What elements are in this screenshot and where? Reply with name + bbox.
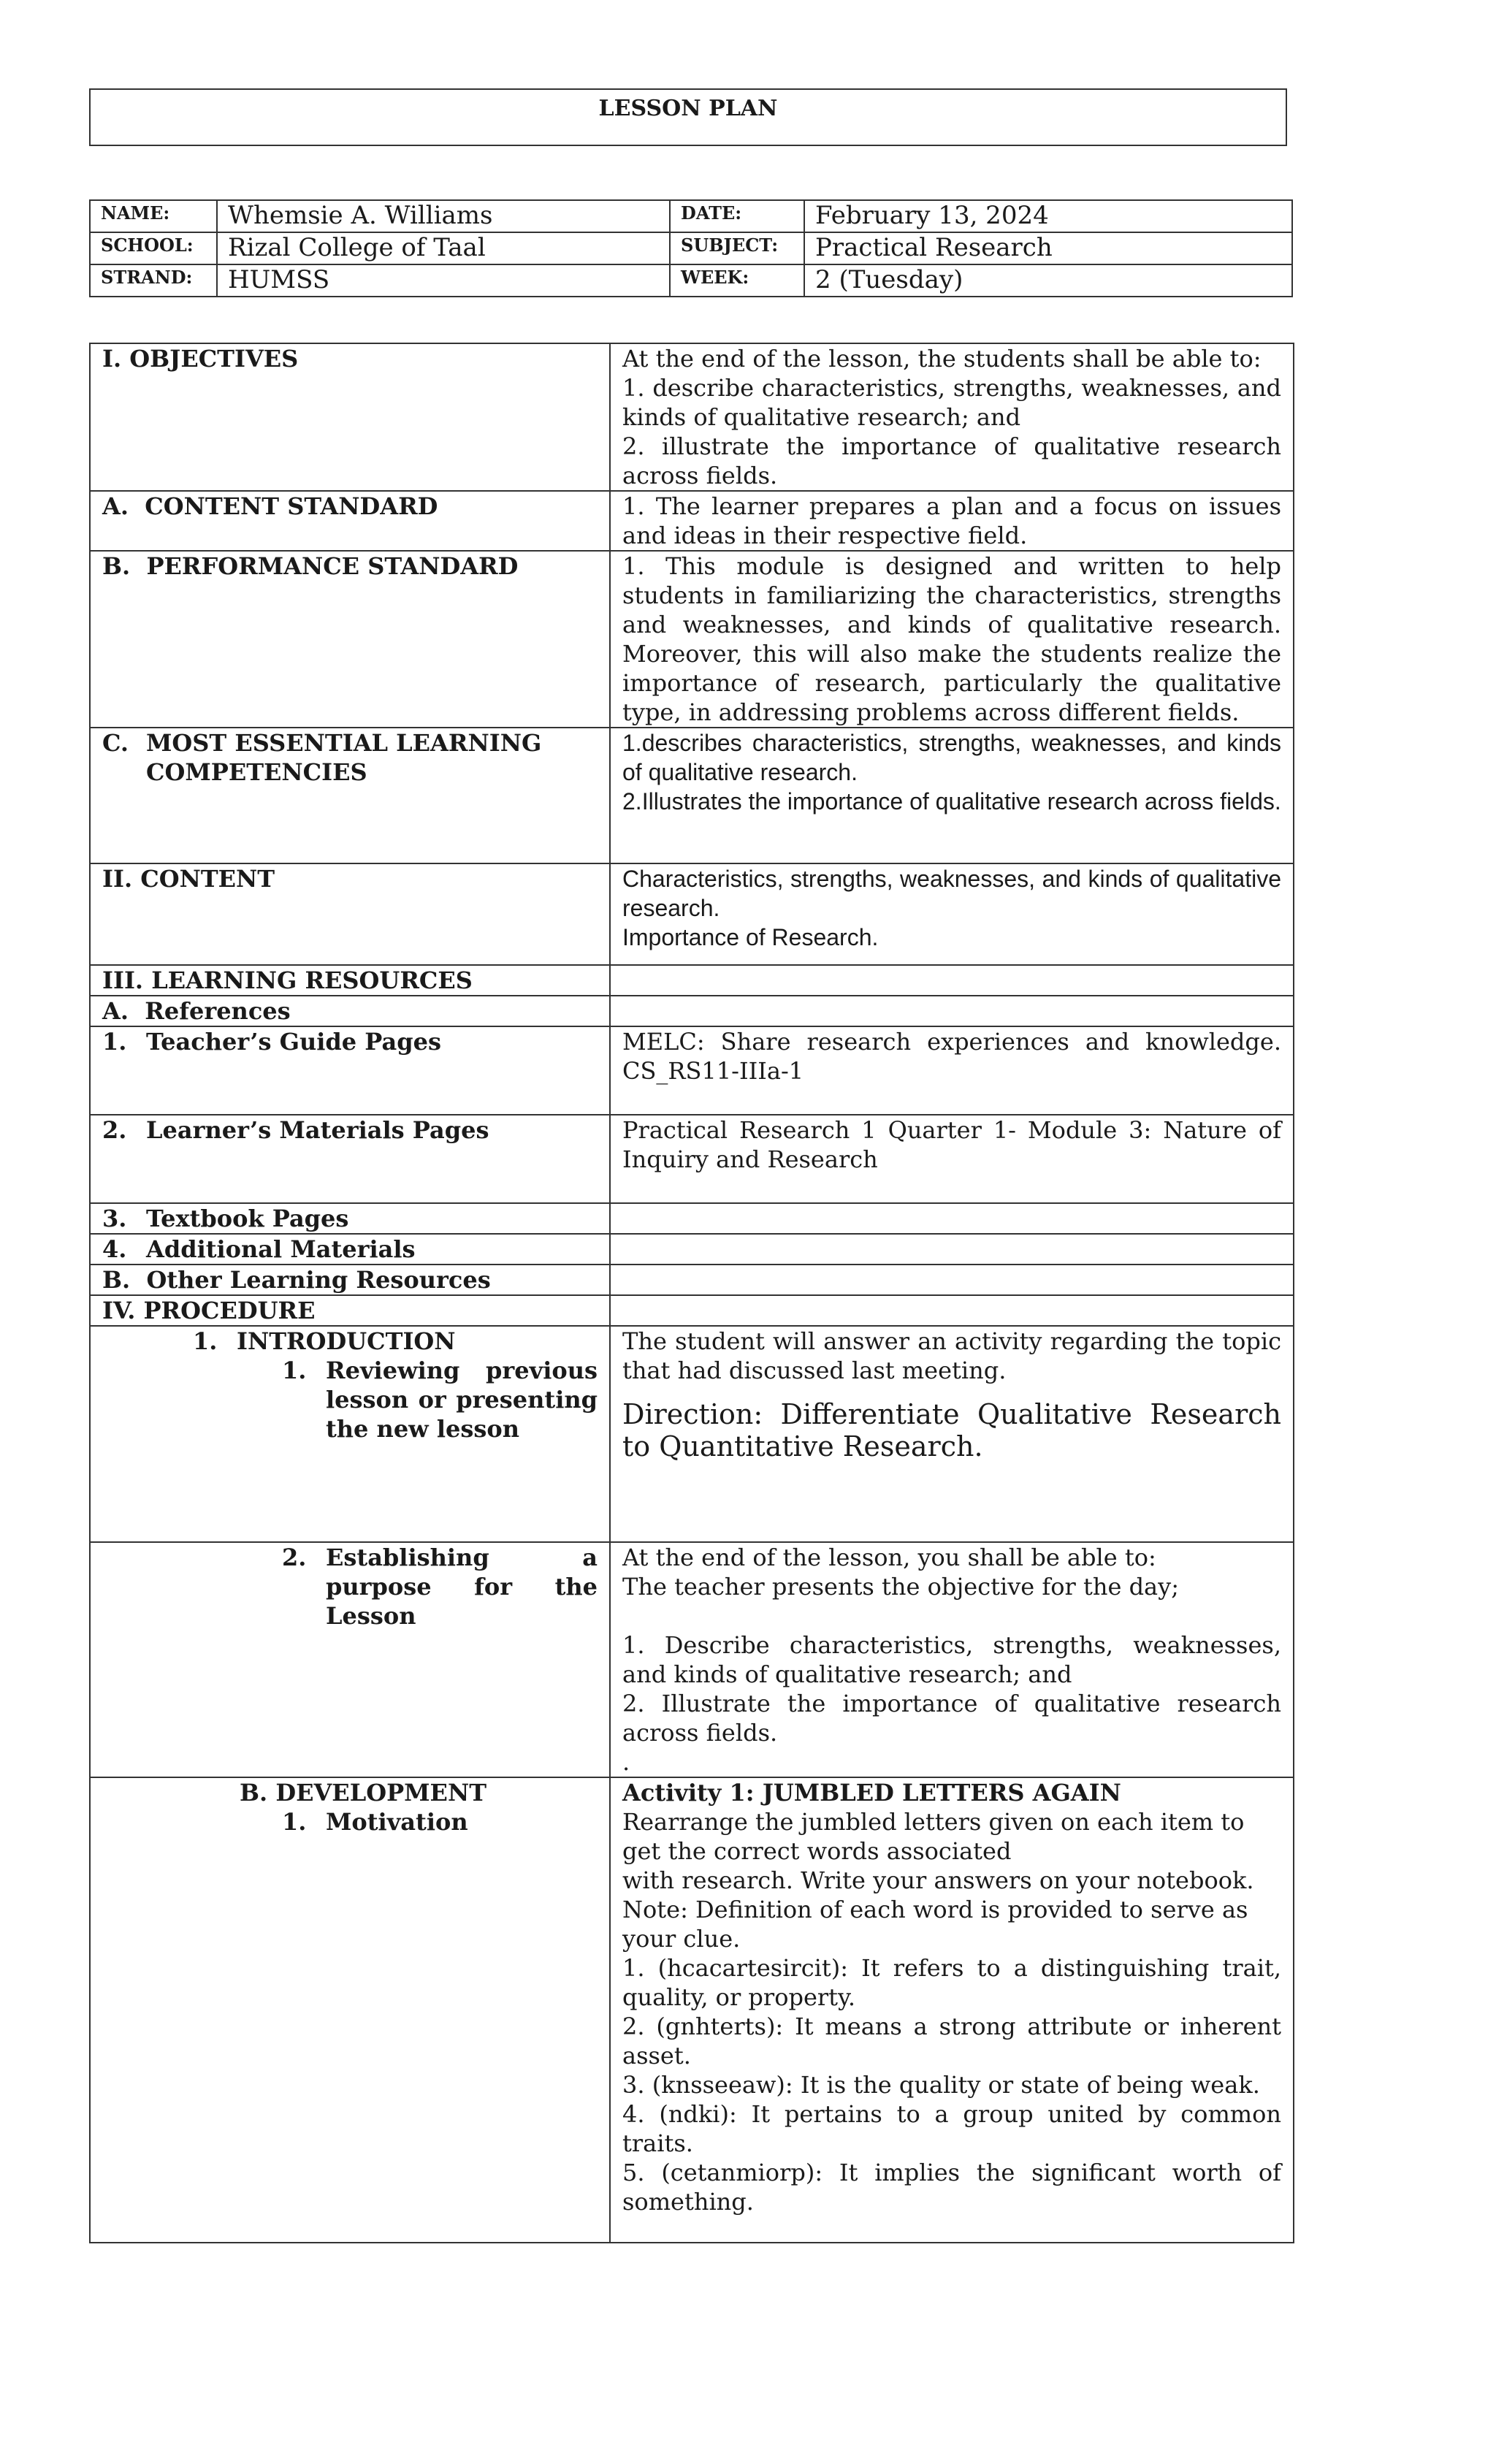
date-value: February 13, 2024 [804,200,1292,232]
references-empty [610,996,1294,1026]
melc-letter: C. [102,729,129,757]
performance-standard-text: 1. This module is designed and written to help students in familiarizing the characteristics, strengths and weaknesses, and kinds of qualitative research. Moreover, this will also make the students realize the importance of research, particularly the qualitative type, in addressing problems across different fields. [610,551,1294,728]
activity-item-2: 2. (gnhterts): It means a strong attribute or inherent asset. [622,2013,1281,2070]
motivation-label: Motivation [326,1808,468,1836]
objectives-label: I. OBJECTIVES [90,343,610,491]
additional-materials-num: 4. [102,1235,127,1263]
introduction-label-cell [90,1326,610,1542]
objectives-cell [610,343,1294,491]
reviewing-cell [610,1326,1294,1542]
activity-item-3: 3. (knsseeaw): It is the quality or state of being weak. [622,2071,1260,2099]
additional-materials-label: Additional Materials [146,1235,416,1263]
purpose-item-2: 2. Illustrate the importance of qualitative research across fields. [622,1690,1281,1747]
content-cell [610,863,1294,965]
learning-resources-empty [610,965,1294,996]
content-standard-label: A. CONTENT STANDARD [90,491,610,551]
date-label: DATE: [670,200,804,232]
melc-item-2: 2.Illustrates the importance of qualitative research across fields. [622,788,1281,815]
teachers-guide-label: Teacher’s Guide Pages [146,1028,441,1056]
introduction-num: 1. [193,1327,218,1355]
melc-label-cell [90,728,610,863]
activity-item-5: 5. (cetanmiorp): It implies the significant worth of something. [622,2159,1281,2216]
activity-item-4: 4. (ndki): It pertains to a group united by common traits. [622,2100,1281,2157]
textbook-label-cell [90,1203,610,1234]
objective-item-2: 2. illustrate the importance of qualitative research across fields. [622,432,1281,489]
activity-intro-1: Rearrange the jumbled letters given on each item to get the correct words associated [622,1808,1245,1865]
activity-note: Note: Definition of each word is provided to serve as your clue. [622,1896,1248,1953]
week-label: WEEK: [670,264,804,297]
purpose-line-1: At the end of the lesson, you shall be able to: [622,1544,1156,1571]
other-resources-label: B. Other Learning Resources [90,1265,610,1295]
objectives-intro: At the end of the lesson, the students shall be able to: [622,345,1262,373]
reviewing-num: 1. [282,1357,307,1384]
name-value: Whemsie A. Williams [217,200,670,232]
name-label: NAME: [90,200,217,232]
melc-item-1: 1.describes characteristics, strengths, weaknesses, and kinds of qualitative research. [622,730,1281,785]
activity-title: Activity 1: JUMBLED LETTERS AGAIN [622,1779,1121,1807]
motivation-cell [610,1777,1294,2243]
learners-materials-label-cell [90,1115,610,1203]
teachers-guide-num: 1. [102,1028,127,1056]
textbook-empty [610,1203,1294,1234]
activity-item-1: 1. (hcacartesircit): It refers to a distinguishing trait, quality, or property. [622,1954,1281,2011]
additional-materials-label-cell [90,1234,610,1265]
content-text-1: Characteristics, strengths, weaknesses, and kinds of qualitative research. [622,866,1281,921]
strand-value: HUMSS [217,264,670,297]
other-resources-empty [610,1265,1294,1295]
reviewing-label: Reviewing previous lesson or presenting the new lesson [326,1357,598,1443]
info-table [89,199,1293,297]
learners-materials-text: Practical Research 1 Quarter 1- Module 3: Nature of Inquiry and Research [610,1115,1294,1203]
activity-intro-2: with research. Write your answers on your notebook. [622,1866,1254,1894]
purpose-line-2: The teacher presents the objective for the day; [622,1573,1179,1601]
purpose-item-1: 1. Describe characteristics, strengths, weaknesses, and kinds of qualitative research; and [622,1631,1281,1688]
lesson-table [89,343,1294,2243]
melc-label: MOST ESSENTIAL LEARNING COMPETENCIES [146,729,542,786]
teachers-guide-label-cell [90,1026,610,1115]
week-value: 2 (Tuesday) [804,264,1292,297]
purpose-num: 2. [282,1544,307,1571]
textbook-label: Textbook Pages [146,1205,349,1232]
purpose-label: Establishing a purpose for the Lesson [326,1544,598,1630]
purpose-cell [610,1542,1294,1777]
performance-standard-label: B. PERFORMANCE STANDARD [90,551,610,728]
content-label: II. CONTENT [90,863,610,965]
development-label: B. DEVELOPMENT [240,1779,486,1807]
subject-label: SUBJECT: [670,232,804,264]
procedure-label: IV. PROCEDURE [90,1295,610,1326]
additional-materials-empty [610,1234,1294,1265]
references-label: A. References [90,996,610,1026]
procedure-empty [610,1295,1294,1326]
learning-resources-label: III. LEARNING RESOURCES [90,965,610,996]
textbook-num: 3. [102,1205,127,1232]
teachers-guide-text: MELC: Share research experiences and knowledge. CS_RS11-IIIa-1 [610,1026,1294,1115]
purpose-label-cell [90,1542,610,1777]
reviewing-text: The student will answer an activity regarding the topic that had discussed last meeting. [622,1327,1281,1384]
strand-label: STRAND: [90,264,217,297]
page-title: LESSON PLAN [89,88,1287,146]
melc-cell [610,728,1294,863]
school-value: Rizal College of Taal [217,232,670,264]
introduction-label: INTRODUCTION [237,1327,456,1355]
development-label-cell [90,1777,610,2243]
purpose-dot: . [622,1748,630,1776]
motivation-num: 1. [282,1808,307,1836]
learners-materials-num: 2. [102,1116,127,1144]
objective-item-1: 1. describe characteristics, strengths, weaknesses, and kinds of qualitative research; and [622,374,1281,431]
learners-materials-label: Learner’s Materials Pages [146,1116,489,1144]
reviewing-direction: Direction: Differentiate Qualitative Research to Quantitative Research. [622,1398,1281,1462]
school-label: SCHOOL: [90,232,217,264]
content-text-2: Importance of Research. [622,924,879,950]
content-standard-text: 1. The learner prepares a plan and a focus on issues and ideas in their respective field. [610,491,1294,551]
subject-value: Practical Research [804,232,1292,264]
